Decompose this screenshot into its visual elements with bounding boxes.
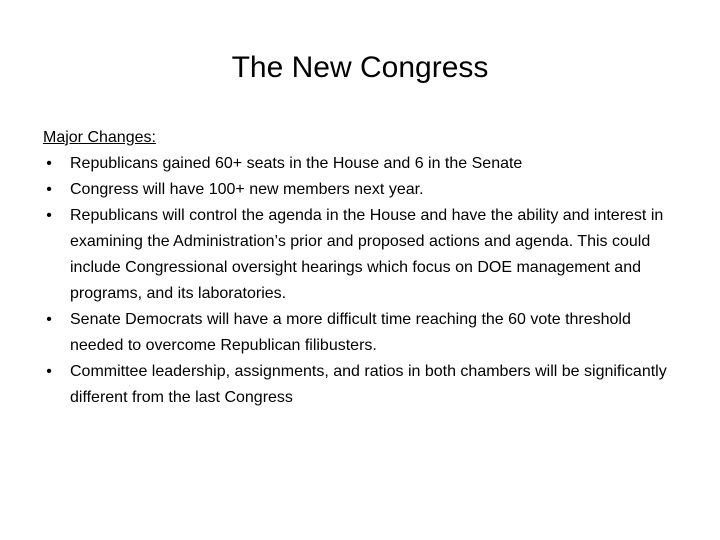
subheading: Major Changes: bbox=[43, 129, 156, 146]
bullet-text: Committee leadership, assignments, and ratios in both chambers will be significantly different from the last Congress bbox=[70, 363, 667, 406]
bullet-text: Republicans will control the agenda in the House and have the ability and interest in examining the Administration’s prior and proposed actions and agenda. This could include Congressional oversight hearings which focus on DOE management and programs, and its laboratories. bbox=[70, 207, 664, 302]
bullet-item bbox=[43, 203, 683, 307]
bullet-icon: • bbox=[46, 155, 52, 172]
bullet-list bbox=[43, 151, 683, 411]
bullet-text: Senate Democrats will have a more difficult time reaching the 60 vote threshold needed to overcome Republican filibusters. bbox=[70, 311, 631, 354]
bullet-item bbox=[43, 359, 683, 411]
bullet-icon: • bbox=[46, 311, 52, 328]
bullet-item bbox=[43, 307, 683, 359]
bullet-item bbox=[43, 151, 683, 177]
slide-content bbox=[43, 125, 683, 411]
slide-title: The New Congress bbox=[231, 51, 489, 84]
bullet-text: Republicans gained 60+ seats in the House and 6 in the Senate bbox=[70, 155, 523, 172]
bullet-item bbox=[43, 177, 683, 203]
bullet-icon: • bbox=[46, 207, 52, 224]
bullet-icon: • bbox=[46, 363, 52, 380]
bullet-text: Congress will have 100+ new members next year. bbox=[70, 181, 424, 198]
bullet-icon: • bbox=[46, 181, 52, 198]
